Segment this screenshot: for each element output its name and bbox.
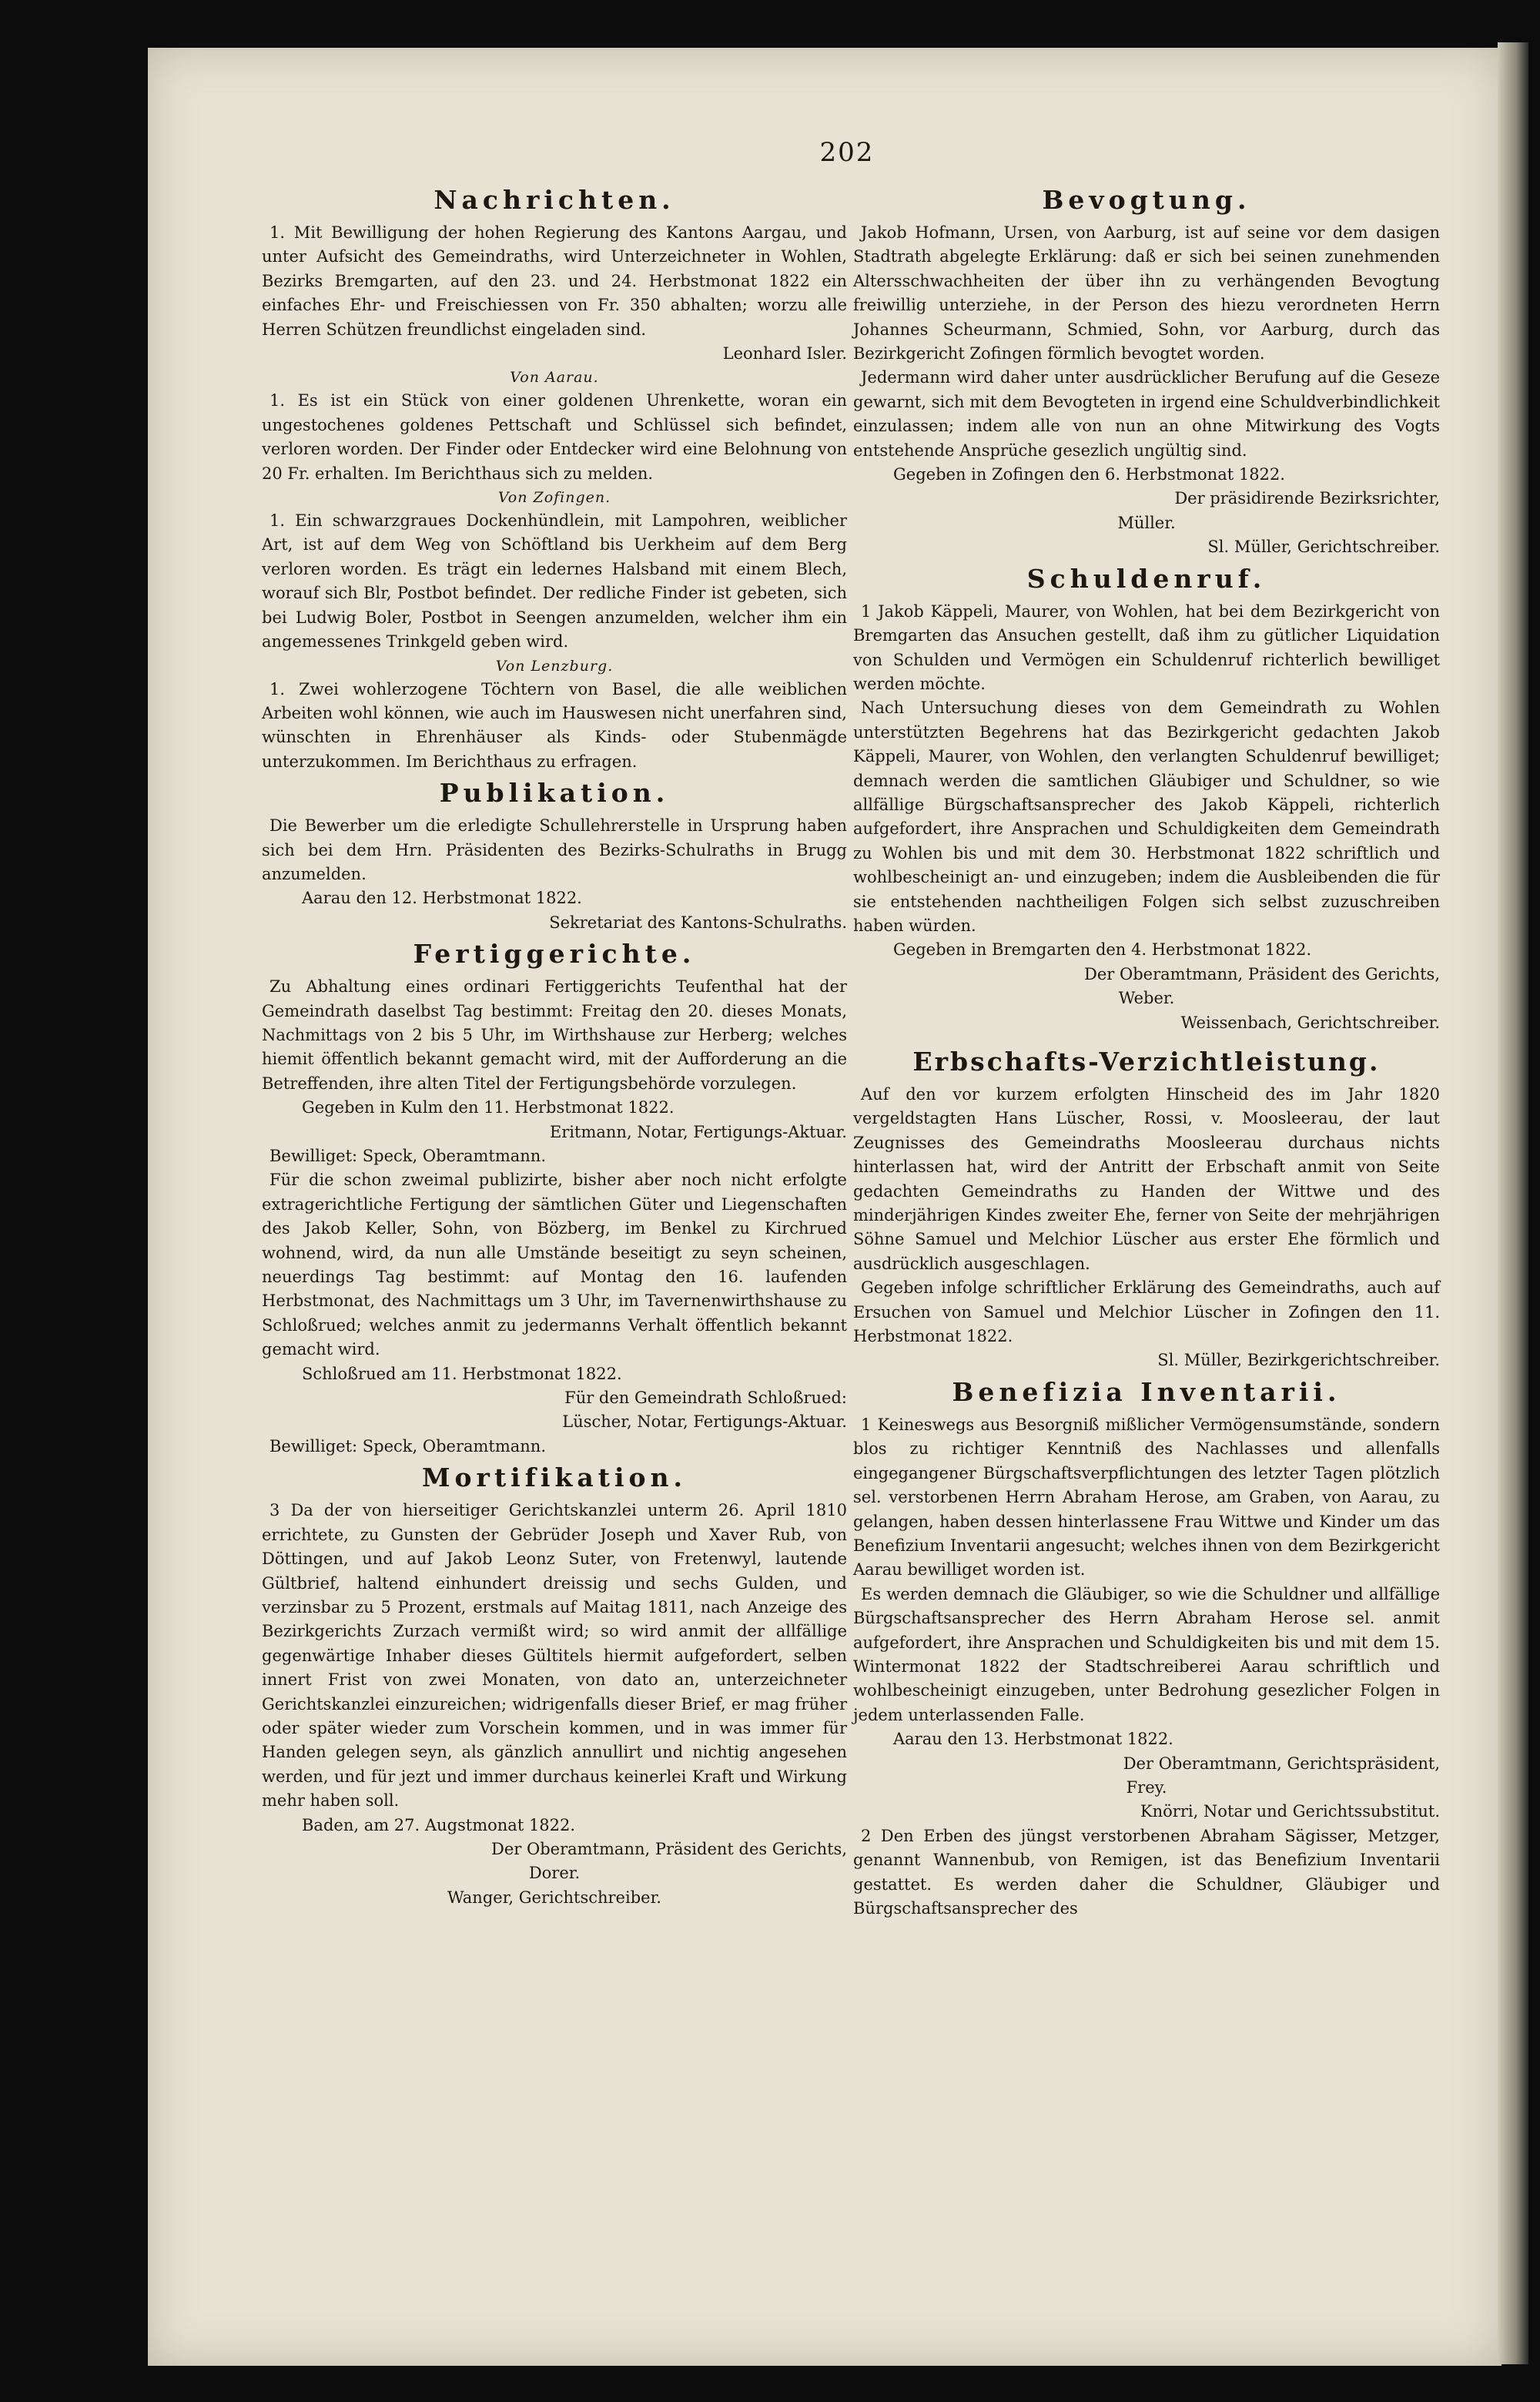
notice-text: 1. Es ist ein Stück von einer goldenen Uhrenkette, woran ein ungestochenes goldenes Pettschaft und Schlüssel sich befindet, verloren worden. Der Finder oder Entdecker wird eine Belohnung von 20 Fr. erhalten. Im Berichthaus sich zu melden. xyxy=(262,391,847,483)
notice-text: Die Bewerber um die erledigte Schullehrerstelle in Ursprung haben sich bei dem Hrn. Präsidenten des Bezirks-Schulraths in Brugg anzumelden. xyxy=(262,816,847,883)
notice-approval: Bewilliget: Speck, Oberamtmann. xyxy=(270,1436,547,1456)
notice-signature: Der Oberamtmann, Präsident des Gerichts, xyxy=(491,1839,847,1858)
notice-date: Schloßrued am 11. Herbstmonat 1822. xyxy=(302,1364,622,1383)
notice-signature: Wanger, Gerichtschreiber. xyxy=(447,1888,661,1907)
notice-signature: Lüscher, Notar, Fertigungs-Aktuar. xyxy=(562,1412,847,1432)
notice-signature: Dorer. xyxy=(528,1864,581,1883)
notice-approval: Bewilliget: Speck, Oberamtmann. xyxy=(270,1147,547,1165)
notice-text: 2 Den Erben des jüngst verstorbenen Abraham Sägisser, Metzger, genannt Wannenbub, von Remigen, ist das Benefizium Inventarii gestattet. Es werden daher die Schuldner, Gläubiger und Bürgschaftsansprecher des xyxy=(853,1826,1440,1918)
notice-signature: Knörri, Notar und Gerichtssubstitut. xyxy=(1140,1802,1440,1821)
notice-signature: Weber. xyxy=(1118,989,1175,1008)
notice-signature: Der Oberamtmann, Präsident des Gerichts, xyxy=(1084,964,1440,983)
page-number: 202 xyxy=(819,137,875,168)
section-heading-nachrichten: Nachrichten. xyxy=(434,185,675,215)
notice-signature: Leonhard Isler. xyxy=(722,344,847,363)
notice-text: 1 Jakob Käppeli, Maurer, von Wohlen, hat bei dem Bezirkgericht von Bremgarten das Ansuchen gestellt, daß ihm zu gütlicher Liquidation von Schulden und Vermögen ein Schuldenruf richterlich bewilliget werden möchte. xyxy=(853,601,1440,693)
section-heading-fertiggerichte: Fertiggerichte. xyxy=(413,939,696,970)
left-column xyxy=(262,181,847,1910)
section-heading-bevogtung: Bevogtung. xyxy=(1042,185,1251,215)
notice-text: 1. Zwei wohlerzogene Töchtern von Basel, die alle weiblichen Arbeiten wohl können, wie auch im Hauswesen nicht unerfahren sind, wünschten in Ehrenhäuser als Kinds- oder Stubenmägde unterzukommen. Im Berichthaus zu erfragen. xyxy=(262,679,847,771)
notice-text: Nach Untersuchung dieses von dem Gemeindrath zu Wohlen unterstützten Begehrens hat das Bezirkgericht gedachten Jakob Käppeli, Maurer, von Wohlen, den verlangten Schuldenruf bewilliget; demnach werden die samtlichen Gläubiger und Schuldner, so wie allfällige Bürgschaftsansprecher des Jakob Käppeli, richterlich aufgefordert, ihre Ansprachen und Schuldigkeiten dem Gemeindrath zu Wohlen bis und mit dem 30. Herbstmonat 1822 schriftlich und wohlbescheinigt an- und einzugeben; indem die Ausbleibenden die für sie entstehenden nachtheiligen Folgen sich selbst zuzuschreiben haben würden. xyxy=(853,698,1440,935)
notice-signature: Der präsidirende Bezirksrichter, xyxy=(1174,489,1440,508)
notice-text: Auf den vor kurzem erfolgten Hinscheid des im Jahr 1820 vergeldstagten Hans Lüscher, Rossi, v. Moosleerau, der laut Zeugnisses des Gemeindraths Moosleerau durchaus nichts hinterlassen hat, wird der Antritt der Erbschaft anmit von Seite gedachten Gemeindraths zu Handen der Wittwe und des minderjährigen Kindes zweiter Ehe, ferner von Seite der mehrjährigen Söhne Samuel und Melchior Lüscher aus erster Ehe förmlich und ausdrücklich ausgeschlagen. xyxy=(853,1085,1440,1273)
place-subheading: Von Lenzburg. xyxy=(495,657,614,675)
place-subheading: Von Aarau. xyxy=(510,369,599,387)
notice-text: Jakob Hofmann, Ursen, von Aarburg, ist auf seine vor dem dasigen Stadtrath abgelegte Erklärung: daß er sich bei seinen zunehmenden Altersschwachheiten der über ihn zu verhängenden Bevogtung freiwillig unterziehe, in der Person des hiezu verordneten Herrn Johannes Scheurmann, Schmied, Sohn, vor Aarburg, durch das Bezirkgericht Zofingen förmlich bevogtet worden. xyxy=(853,223,1440,363)
notice-text: Gegeben infolge schriftlicher Erklärung des Gemeindraths, auch auf Ersuchen von Samuel und Melchior Lüscher in Zofingen den 11. Herbstmonat 1822. xyxy=(853,1278,1440,1346)
notice-signature: Für den Gemeindrath Schloßrued: xyxy=(564,1389,847,1408)
notice-date: Aarau den 13. Herbstmonat 1822. xyxy=(893,1730,1173,1749)
notice-signature: Frey. xyxy=(1126,1777,1167,1797)
section-heading-publikation: Publikation. xyxy=(439,778,670,809)
notice-text: Jedermann wird daher unter ausdrücklicher Berufung auf die Geseze gewarnt, sich mit dem Bevogteten in irgend eine Schuldverbindlichkeit einzulassen; indem alle von nun an ohne Mitwirkung des Vogts entstehende Ansprüche gesezlich ungültig sind. xyxy=(853,368,1440,460)
notice-text: 1. Ein schwarzgraues Dockenhündlein, mit Lampohren, weiblicher Art, ist auf dem Weg von Schöftland bis Uerkheim auf dem Berg verloren worden. Es trägt ein ledernes Halsband mit einem Blech, worauf sich Blr, Postbot befindet. Der redliche Finder ist gebeten, sich bei Ludwig Boler, Postbot in Seengen anzumelden, welcher ihm ein angemessenes Trinkgeld geben wird. xyxy=(262,511,847,652)
notice-signature: Sl. Müller, Bezirkgerichtschreiber. xyxy=(1157,1351,1440,1370)
notice-signature: Sekretariat des Kantons-Schulraths. xyxy=(549,913,847,932)
notice-signature: Sl. Müller, Gerichtschreiber. xyxy=(1207,538,1440,557)
notice-text: Es werden demnach die Gläubiger, so wie die Schuldner und allfällige Bürgschaftsansprecher des Herrn Abraham Herose sel. anmit aufgefordert, ihre Ansprachen und Schuldigkeiten bis und mit dem 15. Wintermonat 1822 der Stadtschreiberei Aarau schriftlich und wohlbescheinigt einzugeben, unter Bedrohung gesezlicher Folgen in jedem unterlassenden Falle. xyxy=(853,1584,1440,1724)
section-heading-erbschaft: Erbschafts-Verzichtleistung. xyxy=(912,1047,1381,1077)
notice-text: 3 Da der von hierseitiger Gerichtskanzlei unterm 26. April 1810 errichtete, zu Gunsten der Gebrüder Joseph und Xaver Rub, von Döttingen, und auf Jakob Leonz Suter, von Fretenwyl, lautende Gültbrief, haltend einhundert dreissig und sechs Gulden, und verzinsbar zu 5 Prozent, erstmals auf Maitag 1811, nach Anzeige des Bezirkgerichts Zurzach vermißt wird; so wird anmit der allfällige gegenwärtige Inhaber dieses Gültitels hiermit aufgefordert, selben innert Frist von zwei Monaten, von dato an, unterzeichneter Gerichtskanzlei einzureichen; widrigenfalls dieser Brief, er mag früher oder später wieder zum Vorschein kommen, und in was immer für Handen gelegen seyn, als gänzlich annullirt und nichtig angesehen werden, und für jezt und immer durchaus keinerlei Kraft und Wirkung mehr haben soll. xyxy=(262,1501,847,1811)
notice-signature: Eritmann, Notar, Fertigungs-Aktuar. xyxy=(549,1122,847,1141)
page-edge xyxy=(1498,42,1528,2364)
notice-text: Zu Abhaltung eines ordinari Fertiggerichts Teufenthal hat der Gemeindrath daselbst Tag bestimmt: Freitag den 20. dieses Monats, Nachmittags von 2 bis 5 Uhr, im Wirthshause zur Herberg; welches hiemit öffentlich bekannt gemacht wird, mit der Aufforderung an die Betreffenden, ihre alten Titel der Fertigungsbehörde vorzulegen. xyxy=(262,977,847,1093)
notice-text: 1. Mit Bewilligung der hohen Regierung des Kantons Aargau, und unter Aufsicht des Gemeindraths, wird Unterzeichneter in Wohlen, Bezirks Bremgarten, auf den 23. und 24. Herbstmonat 1822 ein einfaches Ehr- und Freischiessen von Fr. 350 abhalten; worzu alle Herren Schützen freundlichst eingeladen sind. xyxy=(262,223,847,339)
notice-signature: Müller. xyxy=(1117,513,1176,532)
place-subheading: Von Zofingen. xyxy=(497,489,611,507)
section-heading-mortifikation: Mortifikation. xyxy=(422,1462,687,1493)
notice-date: Gegeben in Bremgarten den 4. Herbstmonat 1822. xyxy=(893,940,1311,960)
right-column xyxy=(853,181,1440,1921)
section-heading-benefizia: Benefizia Inventarii. xyxy=(952,1376,1341,1407)
notice-signature: Weissenbach, Gerichtschreiber. xyxy=(1180,1013,1440,1032)
notice-signature: Der Oberamtmann, Gerichtspräsident, xyxy=(1123,1754,1440,1773)
notice-text: Für die schon zweimal publizirte, bisher aber noch nicht erfolgte extragerichtliche Fertigung der sämtlichen Güter und Liegenschaften des Jakob Keller, Sohn, von Bözberg, im Benkel zu Kirchrued wohnend, wird, da nun alle Umstände beseitigt zu seyn scheinen, neuerdings Tag bestimmt: auf Montag den 16. laufenden Herbstmonat, des Nachmittags um 3 Uhr, im Tavernenwirthshause zu Schloßrued; welches anmit zu jedermanns Verhalt öffentlich bekannt gemacht wird. xyxy=(262,1171,847,1359)
notice-date: Aarau den 12. Herbstmonat 1822. xyxy=(302,889,582,908)
notice-text: 1 Keineswegs aus Besorgniß mißlicher Vermögensumstände, sondern blos zu richtiger Kenntniß des Nachlasses und allenfalls eingegangener Bürgschaftsverpflichtungen des letzter Tagen plötzlich sel. verstorbenen Herrn Abraham Herose, am Graben, von Aarau, zu gelangen, haben dessen hinterlassene Frau Wittwe und Kinder um das Benefizium Inventarii angesucht; welches ihnen von dem Bezirkgericht Aarau bewilliget worden ist. xyxy=(853,1415,1440,1580)
section-heading-schuldenruf: Schuldenruf. xyxy=(1026,563,1267,594)
notice-date: Baden, am 27. Augstmonat 1822. xyxy=(302,1815,576,1834)
notice-date: Gegeben in Zofingen den 6. Herbstmonat 1822. xyxy=(893,465,1285,484)
notice-date: Gegeben in Kulm den 11. Herbstmonat 1822. xyxy=(302,1098,675,1117)
